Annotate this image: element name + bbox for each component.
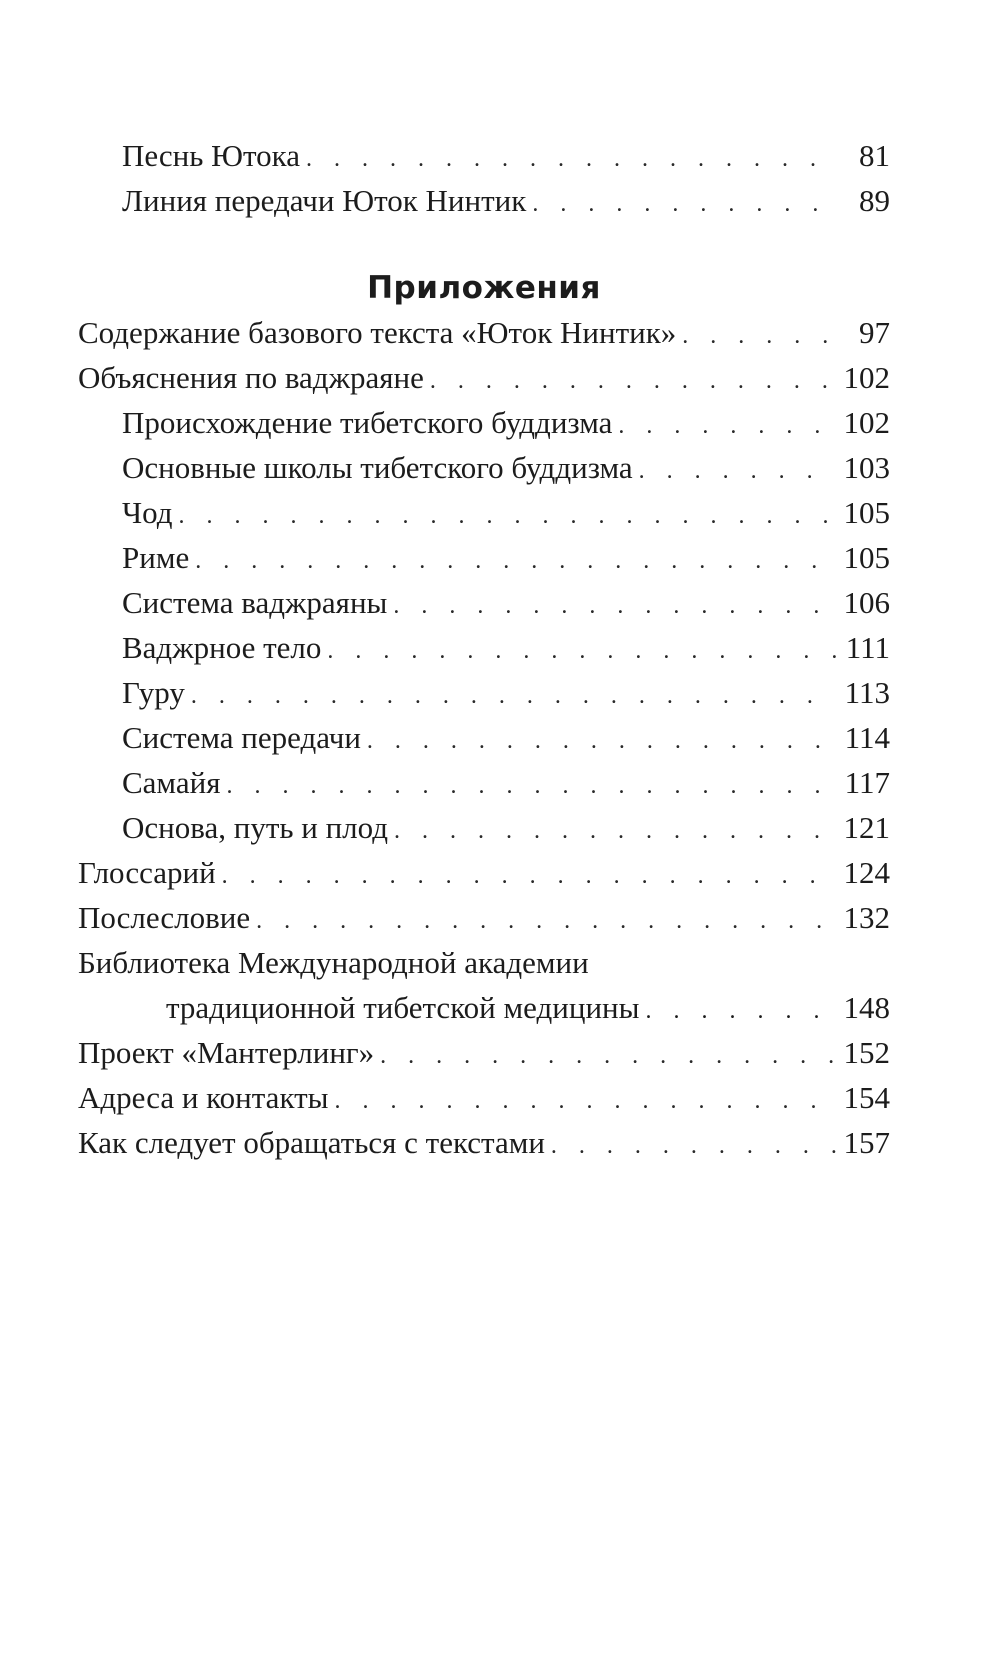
toc-entry-page: 81 [859, 138, 890, 173]
toc-entry-page: 117 [844, 765, 890, 800]
toc-entry[interactable] [78, 1075, 890, 1120]
toc-entry-page: 103 [843, 450, 890, 485]
toc-subentry[interactable] [78, 400, 890, 445]
toc-appendix-list [78, 310, 890, 1165]
toc-entry[interactable] [78, 133, 890, 178]
toc-subentry[interactable] [78, 445, 890, 490]
toc-entry-title: Основа, путь и плод [122, 810, 389, 845]
dot-leader [256, 899, 836, 944]
toc-subentry[interactable] [78, 715, 890, 760]
section-heading: Приложения [367, 270, 601, 306]
toc-entry-page: 102 [843, 360, 890, 395]
toc-entry-title: Проект «Мантерлинг» [78, 1035, 375, 1070]
toc-entry-page: 105 [843, 540, 890, 575]
dot-leader [532, 182, 836, 227]
toc-entry-page: 154 [843, 1080, 890, 1115]
dot-leader [380, 1034, 836, 1079]
dot-leader [618, 404, 836, 449]
toc-entry-title: Как следует обращаться с текстами [78, 1125, 545, 1160]
dot-leader [430, 359, 836, 404]
dot-leader [367, 719, 836, 764]
toc-subentry[interactable] [78, 805, 890, 850]
toc-entry-page: 148 [843, 990, 890, 1025]
toc-entry-title: Система ваджраяны [122, 585, 388, 620]
toc-entry-title-line2: традиционной тибетской медицины [166, 990, 640, 1025]
toc-entry-title: Самайя [122, 765, 221, 800]
dot-leader [195, 539, 836, 584]
toc-entry-page: 97 [859, 315, 890, 350]
toc-entry-title: Песнь Ютока [122, 138, 301, 173]
toc-entry[interactable] [78, 355, 890, 400]
toc-entry[interactable] [78, 178, 890, 223]
toc-subentry[interactable] [78, 580, 890, 625]
toc-entry-page: 113 [844, 675, 890, 710]
toc-entry-title: Содержание базового текста «Юток Нинтик» [78, 315, 677, 350]
toc-entry[interactable] [78, 310, 890, 355]
dot-leader [327, 629, 836, 674]
toc-subentry[interactable] [78, 625, 890, 670]
toc-continued-list [78, 133, 890, 223]
toc-entry[interactable] [78, 895, 890, 940]
dot-leader [645, 989, 836, 1034]
toc-entry-page: 106 [843, 585, 890, 620]
toc-entry-page: 102 [843, 405, 890, 440]
dot-leader [226, 764, 836, 809]
toc-entry-page: 89 [859, 183, 890, 218]
toc-entry-title: Ваджрное тело [122, 630, 322, 665]
toc-entry-page: 157 [843, 1125, 890, 1160]
toc-entry-title: Гуру [122, 675, 185, 710]
toc-subentry[interactable] [78, 670, 890, 715]
toc-entry[interactable] [78, 1030, 890, 1075]
toc-entry[interactable] [78, 1120, 890, 1165]
dot-leader [306, 137, 836, 182]
toc-entry-page: 124 [843, 855, 890, 890]
dot-leader [394, 809, 836, 854]
dot-leader [682, 314, 836, 359]
toc-entry-page: 152 [843, 1035, 890, 1070]
dot-leader [639, 449, 836, 494]
toc-entry-multiline[interactable] [78, 940, 890, 1030]
toc-entry-title: Основные школы тибетского буддизма [122, 450, 633, 485]
dot-leader [334, 1079, 836, 1124]
toc-entry-title: Риме [122, 540, 190, 575]
toc-entry-title: Линия передачи Юток Нинтик [122, 183, 527, 218]
toc-entry-page: 132 [843, 900, 890, 935]
dot-leader [393, 584, 836, 629]
toc-entry-title-line1: Библиотека Международной академии [78, 945, 589, 980]
toc-entry-title: Послесловие [78, 900, 251, 935]
toc-entry-page: 121 [843, 810, 890, 845]
toc-entry-title: Глоссарий [78, 855, 216, 890]
toc-entry-page: 114 [844, 720, 890, 755]
toc-entry-title: Объяснения по ваджраяне [78, 360, 424, 395]
dot-leader [222, 854, 836, 899]
toc-entry-title: Система передачи [122, 720, 361, 755]
toc-entry-title: Адреса и контакты [78, 1080, 329, 1115]
dot-leader [179, 494, 836, 539]
toc-entry-title: Чод [122, 495, 173, 530]
toc-entry-page: 105 [843, 495, 890, 530]
toc-entry-title: Происхождение тибетского буддизма [122, 405, 613, 440]
toc-subentry[interactable] [78, 760, 890, 805]
toc-entry-page: 111 [845, 630, 890, 665]
dot-leader [551, 1124, 836, 1169]
toc-subentry[interactable] [78, 490, 890, 535]
dot-leader [191, 674, 836, 719]
toc-subentry[interactable] [78, 535, 890, 580]
toc-entry[interactable] [78, 850, 890, 895]
